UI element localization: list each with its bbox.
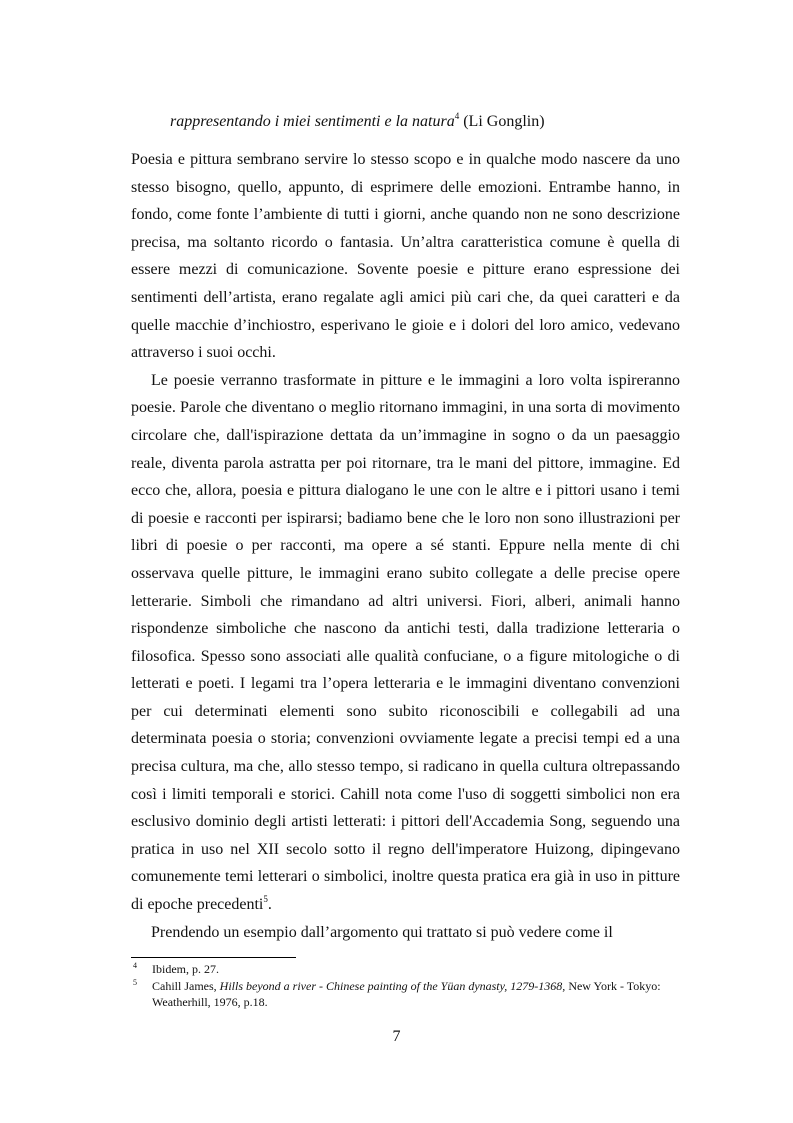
paragraph-2-text: Le poesie verranno trasformate in pitture e le immagini a loro volta ispireranno poesie. Parole che diventano o meglio ritornano immagini, in una sorta di movimento circolare che, dall'ispirazione dettata da un’immagine in sogno o da un paesaggio reale, diventa parola astratta per poi ritornare, tra le mani del pittore, immagine. Ed ecco che, allora, poesia e pittura dialogano le une con le altre e i pittori usano i temi di poesie e racconti per ispirarsi; badiamo bene che le loro non sono illustrazioni per libri di poesie o per racconti, ma opere a sé stanti. Eppure nella mente di chi osservava quelle pitture, le immagini erano subito collegate a delle precise opere letterarie. Simboli che rimandano ad altri universi. Fiori, alberi, animali hanno rispondenze simboliche che nascono da antichi testi, dalla tradizione letteraria o filosofica. Spesso sono associati alle qualità confuciane, o a figure mitologiche o di letterati e poeti. I legami tra l’opera letteraria e le immagini diventano convenzioni per cui determinati elementi sono subito riconoscibili e collegabili ad una determinata poesia o storia; convenzioni ovviamente legate a precisi tempi ed a una precisa cultura, ma che, allo stesso tempo, si radicano in quella cultura oltrepassando così i limiti temporali e storici. Cahill nota come l'uso di soggetti simbolici non era esclusivo dominio degli artisti letterati: i pittori dell'Accademia Song, seguendo una pratica in uso nel XII secolo sotto il regno dell'imperatore Huizong, dipingevano comunemente temi letterari o simbolici, inoltre questa pratica era già in uso in pitture di epoche precedenti [131,371,680,914]
quote-line [170,112,545,132]
footnote-author: Cahill James, [152,979,220,993]
paragraph-2 [131,367,680,919]
quote-attribution: (Li Gonglin) [459,113,545,130]
footnote-ref-5[interactable]: 5 [263,893,268,904]
footnote-ref-4[interactable]: 4 [454,110,460,121]
footnote-text: Ibidem, p. 27. [152,962,219,976]
footnote-separator [131,957,296,958]
footnote-5 [131,978,680,1010]
body-text [131,146,680,946]
paragraph-3: Prendendo un esempio dall’argomento qui trattato si può vedere come il [151,923,613,941]
paragraph-1: Poesia e pittura sembrano servire lo stesso scopo e in qualche modo nascere da uno stesso bisogno, quello, appunto, di esprimere delle emozioni. Entrambe hanno, in fondo, come fonte l’ambiente di tutti i giorni, anche quando non ne sono descrizione precisa, ma soltanto ricordo o fantasia. Un’altra caratteristica comune è quella di essere mezzi di comunicazione. Sovente poesie e pitture erano espressione dei sentimenti dell’artista, erano regalate agli amici più cari che, da quei caratteri e da quelle macchie d’inchiostro, esperivano le gioie e i dolori del loro amico, vedevano attraverso i suoi occhi. [131,151,680,362]
footnote-book-title: Hills beyond a river - Chinese painting of the Yüan dynasty, 1279-1368, [219,979,566,993]
footnotes [131,961,680,1011]
quote-text: rappresentando i miei sentimenti e la natura [170,113,455,130]
paragraph-2-end: . [267,896,272,914]
footnote-number: 4 [133,961,137,970]
footnote-4 [131,961,680,977]
footnote-number: 5 [133,978,137,987]
page-number: 7 [392,1028,401,1045]
footnote-publication: New York - Tokyo: Weatherhill, 1976, p.18. [152,979,661,1009]
